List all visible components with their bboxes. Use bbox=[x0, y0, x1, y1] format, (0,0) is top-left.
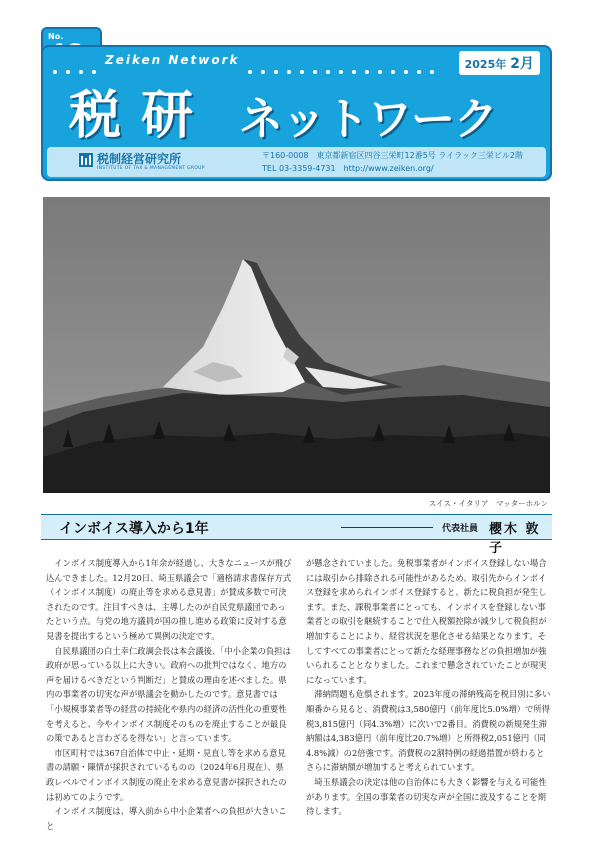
organization-address: 〒160-0008 東京都新宿区四谷三栄町12番5号 ライラック三栄ビル2階 bbox=[262, 151, 524, 160]
article-paragraph: 埼玉県議会の決定は他の自治体にも大きく影響を与える可能性があります。全国の事業者の切実な声が全国に波及することを期待します。 bbox=[306, 776, 547, 817]
decorative-dots-right bbox=[248, 59, 443, 63]
matterhorn-photo bbox=[43, 197, 550, 493]
article-paragraph: が懸念されていました。免税事業者がインボイス登録しない場合には取引から排除される可能性があるため、取引先からインボイス登録を求められインボイス登録すると、新たに税負担が発生します。また、課税事業者にとっても、インボイスを登録しない事業者との取引を継続することで仕入税額控除が減少して税負担が増加することにより、経営状況を悪化させる結果となります。そしてすべての事業者にとって新たな経理事務などの負担増加が強いられることとなりました。これまで懸念されていたことが現実になっています。 bbox=[306, 558, 547, 685]
photo-caption: スイス・イタリア マッターホルン bbox=[428, 499, 548, 508]
heading-divider bbox=[341, 527, 433, 528]
article-title: インボイス導入から1年 bbox=[59, 521, 209, 537]
article-paragraph: インボイス制度は、導入前から中小企業者への負担が大きいこと bbox=[46, 806, 287, 831]
article-column-right bbox=[306, 556, 552, 819]
issue-month: 2月 bbox=[510, 56, 534, 72]
organization-name: 税制経営研究所 bbox=[97, 152, 182, 166]
article-column-left bbox=[46, 556, 292, 833]
organization-strip bbox=[47, 147, 546, 177]
newsletter-title-kanji: 税 研 bbox=[69, 86, 195, 146]
newsletter-title-katakana: ネットワーク bbox=[239, 94, 497, 145]
author-name: 櫻木 敦子 bbox=[489, 522, 541, 556]
issue-year: 2025年 bbox=[464, 58, 507, 71]
organization-logo-icon bbox=[79, 153, 93, 167]
network-tagline: Zeiken Network bbox=[105, 53, 240, 67]
masthead bbox=[41, 45, 552, 181]
decorative-dots-left bbox=[53, 59, 105, 63]
issue-date bbox=[459, 51, 540, 75]
issue-number-label: No. bbox=[48, 32, 64, 41]
article-paragraph: 自民県議団の白土幸仁政調会長は本会議後、「中小企業の負担は政府が思っている以上に大きい。政府への批判ではなく、地方の声を届けるべきだという判断だ」と賛成の理由を述べました。県内の事業者の切実な声が県議会を動かしたのです。意見書では「小規模事業者等の経営の持続化や県内の経済の活性化の重要性を考えると、今やインボイス制度そのものを廃止することが最良の策であると言わざるを得ない」と言っています。 bbox=[46, 645, 291, 744]
mountain-illustration bbox=[43, 197, 550, 493]
article-paragraph: 市区町村では367自治体で中止・延期・見直し等を求める意見書の請願・陳情が採択されているものの（2024年6月現在）、県政レベルでインボイス制度の廃止を求める意見書が採択されたのは初めてのようです。 bbox=[46, 747, 287, 802]
article-paragraph: 滞納問題も危惧されます。2023年度の滞納残高を税目別に多い順番から見ると、消費税は3,580億円（前年度比5.0%増）で所得税3,815億円（同4.3%増）に次いで2番目。消費税の新規発生滞納額は4,383億円（前年度比20.7%増）と所得税2,051億円（同4.8%減）の2倍強です。消費税の2割特例の経過措置が終わるとさらに滞納額が増加すると考えられています。 bbox=[306, 689, 551, 773]
article-paragraph: インボイス制度導入から1年余が経過し、大きなニュースが飛び込んできました。12月20日、埼玉県議会で「適格請求書保存方式（インボイス制度）の廃止等を求める意見書」が賛成多数で可決されたのです。注目すべきは、主導したのが自民党県議団であったという点。与党の地方議員が国の推し進める政策に反対する意見書を提出するという極めて異例の決定です。 bbox=[46, 558, 292, 641]
article-heading-bar bbox=[41, 514, 552, 556]
author-role: 代表社員 bbox=[442, 524, 479, 534]
organization-contact: TEL 03-3359-4731 http://www.zeiken.org/ bbox=[262, 164, 434, 173]
organization-name-english: INSTITUTE OF TAX & MANAGEMENT GROUP bbox=[97, 166, 205, 171]
